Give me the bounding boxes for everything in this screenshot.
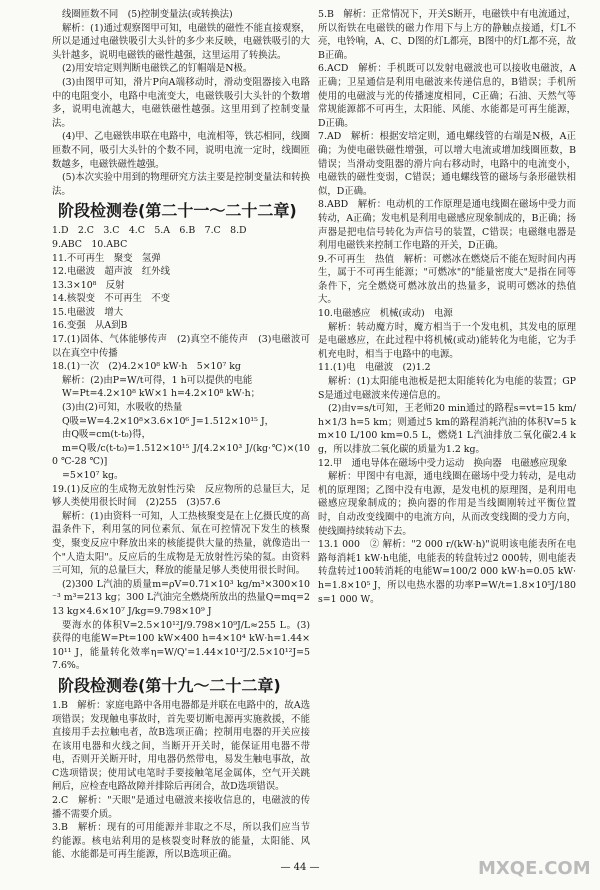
answer-paragraph: (2)由v=s/t可知，王老师20 min通过的路程s=vt=15 km/h×1/3 h=5 km；则通过5 km的路程消耗汽油的体积V=5 km×10 L/100 km=0.5 L，燃烧1 L汽油排放二氧化碳2.4 kg，所以排放二氧化碳的质量为1.2 kg。 xyxy=(318,403,576,455)
answer-paragraph: 解析：(2)由P=W/t可得，1 h可以提供的电能 xyxy=(62,374,253,386)
answer-paragraph: Q吸=W=4.2×10⁸×3.6×10⁶ J=1.512×10¹⁵ J， xyxy=(62,415,275,427)
section-heading: 阶段检测卷(第二十一～二十二章) xyxy=(58,201,297,221)
answer-paragraph: 2.C 解析："天眼"是通过电磁波来接收信息的，电磁波的传播不需要介质。 xyxy=(52,795,310,820)
answer-paragraph: (2)300 L汽油的质量m=ρV=0.71×10³ kg/m³×300×10⁻³ m³=213 kg；300 L汽油完全燃烧所放出的热量Q=mq=213 kg×4.6×10⁷ J/kg=9.798×10⁹ J xyxy=(52,578,310,617)
answer-paragraph: m=Q吸/c(t-t₀)=1.512×10¹⁵ J/[4.2×10³ J/(kg·℃)×(100 ℃-28 ℃)] xyxy=(52,442,310,468)
answer-paragraph: 18.(1)一次 (2)4.2×10⁸ kW·h 5×10⁷ kg xyxy=(52,361,241,373)
answer-paragraph: 9.ABC 10.ABC xyxy=(52,238,128,250)
answer-paragraph: 16.变强 从A到B xyxy=(52,320,128,332)
answer-paragraph: 要海水的体积V=2.5×10¹²J/9.798×10⁹J/L≈255 L。(3)获得的电能W=Pt=100 kW×400 h=4×10⁴ kW·h=1.44×10¹¹ J，能量转化效率η=W/Q'=1.44×10¹²J/2.5×10¹²J=57.6%。 xyxy=(52,619,310,672)
watermark: MXQE.COM xyxy=(478,858,591,879)
answer-paragraph: 19.(1)反应的生成物无放射性污染 反应物所的总量巨大，足够人类使用很长时间 (2)255 (3)57.6 xyxy=(52,483,310,509)
page-number: — 44 — xyxy=(280,862,320,873)
answer-paragraph: (3)由图甲可知，滑片P向A端移动时，滑动变阻器接入电路中的电阻变小，电路中电流变大，电磁铁吸引大头针的个数增多，说明电流越大，电磁铁磁性越强。这里用到了控制变量法。 xyxy=(52,76,310,129)
answer-paragraph: 6.ACD 解析：手机既可以发射电磁波也可以接收电磁波，A正确；卫星通信是利用电磁波来传递信息的，B错误；手机所使用的电磁波与光的传播速度相同，C正确；石油、天然气等常规能源都不可再生，太阳能、风能、水能都是可再生能源，D正确。 xyxy=(318,63,576,129)
right-column xyxy=(318,8,576,851)
answer-paragraph: 解析：转动魔方时，魔方相当于一个发电机，其发电的原理是电磁感应，在此过程中将机械(或动)能转化为电能，它为手机充电时，相当于电路中的电源。 xyxy=(318,321,576,360)
answer-paragraph: (2)用安培定则判断电磁铁乙的钉帽端是N极。 xyxy=(62,63,253,75)
answer-paragraph: 3.B 解析：现有的可用能源并非取之不尽，所以我们应当节约能源。核电站利用的是核裂变时释放的能量，太阳能、风能、水能都是可再生能源，所以B选项正确。 xyxy=(52,822,310,861)
answer-paragraph: 15.电磁波 增大 xyxy=(52,306,124,318)
answer-paragraph: 11.不可再生 聚变 氢弹 xyxy=(52,252,161,264)
answer-paragraph: 12.电磁波 超声波 红外线 xyxy=(52,266,171,278)
answer-paragraph: 12.甲 通电导体在磁场中受力运动 换向器 电磁感应现象 xyxy=(318,457,568,469)
answer-paragraph: 解析：(1)通过观察图甲可知，电磁铁的磁性不能直接观察，所以是通过电磁铁吸引大头针的多少来反映，电磁铁吸引的大头针越多，说明电磁铁的磁性越强，这里运用了转换法。 xyxy=(52,22,310,61)
answer-paragraph: =5×10⁷ kg。 xyxy=(62,470,124,481)
answer-paragraph: 由Q吸=cm(t-t₀)得， xyxy=(62,429,151,441)
answer-paragraph: W=Pt=4.2×10⁸ kW×1 h=4.2×10⁸ kW·h； xyxy=(62,388,261,400)
answer-paragraph: 7.AD 解析：根据安培定则，通电螺线管的右端是N极，A正确；为使电磁铁磁性增强，可以增大电流或增加线圈匝数，B错误；当滑动变阻器的滑片向右移动时，电路中的电流变小，电磁铁的磁性变弱，C错误；通电螺线管的磁场与条形磁铁相似，D正确。 xyxy=(318,131,576,197)
answer-paragraph: 解析：(1)太阳能电池板是把太阳能转化为电能的装置；GPS是通过电磁波来传递信息的。 xyxy=(318,376,576,401)
answer-paragraph: 解析：甲图中有电源，通电线圈在磁场中受力转动，是电动机的原理图；乙图中没有电源，是发电机的原理图，是利用电磁感应现象制成的；换向器的作用是当线圈刚转过平衡位置时，自动改变线圈中的电流方向，从而改变线圈的受力方向，使线圈持续转动下去。 xyxy=(318,471,576,537)
answer-paragraph: 9.不可再生 热值 解析：可燃冰在燃烧后不能在短时间内再生，属于不可再生能源；"可燃冰"的"能量密度大"是指在同等条件下，完全燃烧可燃冰放出的热量多，说明可燃冰的热值大。 xyxy=(318,253,576,306)
answer-paragraph: 8.ABD 解析：电动机的工作原理是通电线圈在磁场中受力而转动，A正确；发电机是利用电磁感应现象制成的，B正确；扬声器是把电信号转化为声信号的装置，C错误；电磁继电器是利用电磁铁来控制工作电路的开关，D正确。 xyxy=(318,199,576,252)
answer-paragraph: 11.(1)电 电磁波 (2)1.2 xyxy=(318,362,431,374)
answer-paragraph: 13.3×10⁸ 反射 xyxy=(52,279,125,291)
answer-paragraph: 5.B 解析：正常情况下，开关S断开，电磁铁中有电流通过，所以衔铁在电磁铁的磁力作用下与上方的静触点接通，灯L不亮，电铃响，A、C、D图的灯L都亮，B图中的灯L都不亮，故B正确。 xyxy=(318,9,576,61)
answer-paragraph: (4)甲、乙电磁铁串联在电路中，电流相等，铁芯相同，线圈匝数不同，吸引大头针的个数不同，说明电流一定时，线圈匝数越多，电磁铁磁性越强。 xyxy=(52,131,310,170)
answer-paragraph: 线圈匝数不同 (5)控制变量法(或转换法) xyxy=(62,9,233,20)
answer-paragraph: (5)本次实验中用到的物理研究方法主要是控制变量法和转换法。 xyxy=(52,172,310,197)
section-heading: 阶段检测卷(第十九～二十二章) xyxy=(58,675,281,695)
answer-paragraph: 1.B 解析：家庭电路中各用电器都是并联在电路中的，故A选项错误；发现触电事故时，首先要切断电源再实施救援，不能直接用手去拉触电者，故B选项正确；控制用电器的开关应接在该用电器和火线之间，当断开开关时，能保证用电器不带电，否则开关断开时，用电器仍然带电，易发生触电事故，故C选项错误；使用试电笔时手要接触笔尾金属体，空气开关跳闸后，应检查电路故障并排除后再闭合，故D选项错误。 xyxy=(52,699,310,793)
answer-paragraph: 解析：(1)由资料一可知，人工热核聚变是在上亿摄氏度的高温条件下，利用氢的同位素氘、氚在可控情况下发生的核聚变，聚变反应中释放出来的核能提供大量的热量，就像造出一个"人造太阳"。反应后的生成物是无放射性污染的氦。由资料三可知，氘的总量巨大，释放的能量足够人类使用很长时间。 xyxy=(52,510,310,577)
left-column xyxy=(52,8,310,861)
answer-paragraph: 17.(1)固体、气体能够传声 (2)真空不能传声 (3)电磁波可以在真空中传播 xyxy=(52,334,310,359)
answer-paragraph: 13.1 000 ② 解析："2 000 r/(kW·h)"说明该电能表所在电路每消耗1 kW·h电能，电能表的转盘转过2 000转，则电能表转盘转过100转消耗的电能W=100/2 000 kW·h=0.05 kW·h=1.8×10⁵ J，所以电热水器的功率P=W/t=1.8×10⁵J/180 s=1 000 W。 xyxy=(318,539,576,605)
answer-paragraph: 14.核裂变 不可再生 不变 xyxy=(52,293,171,305)
answer-paragraph: 1.D 2.C 3.C 4.C 5.A 6.B 7.C 8.D xyxy=(52,225,247,237)
answer-paragraph: 10.电磁感应 机械(或动) 电源 xyxy=(318,308,453,320)
answer-paragraph: (3)由(2)可知，水吸收的热量 xyxy=(62,402,183,414)
